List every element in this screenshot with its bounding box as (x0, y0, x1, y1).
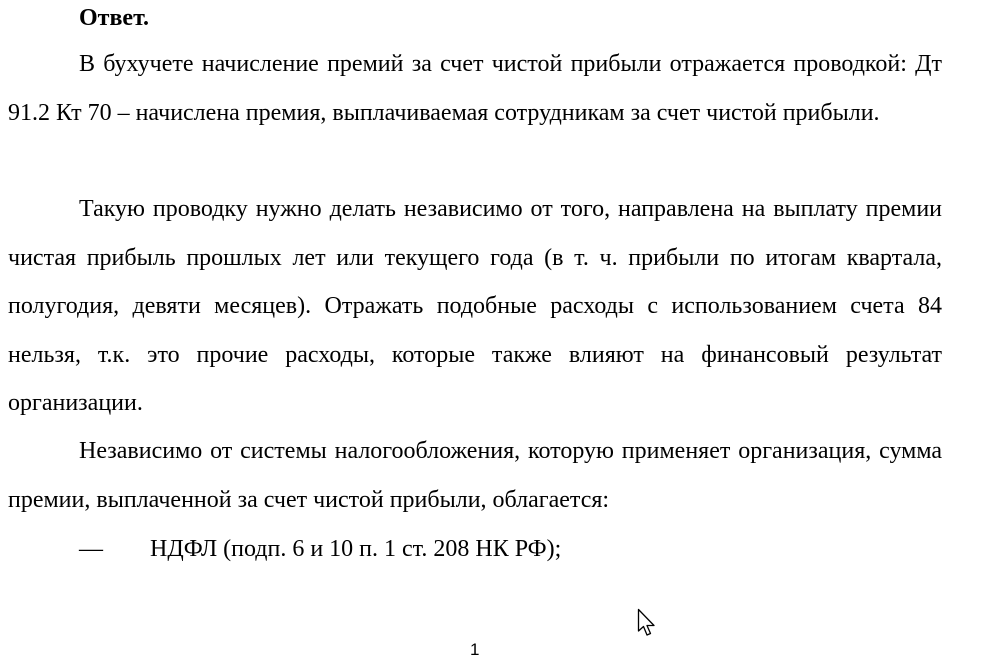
list-marker: — (79, 536, 103, 562)
answer-heading: Ответ. (79, 5, 150, 31)
mouse-pointer-icon (637, 608, 657, 638)
paragraph-entry-conditions: Такую проводку нужно делать независимо от того, направлена на выплату премии чистая прибыль прошлых лет или текущего года (в т. ч. прибыли по итогам квартала, полугодия, девяти месяцев). Отражать подобные расходы с использованием счета 84 нельзя, т.к. это прочие расходы, которые также влияют на финансовый результат организации. (8, 196, 942, 416)
paragraph-taxation: Независимо от системы налогообложения, которую применяет организация, сумма премии, выплаченной за счет чистой прибыли, облагается: (8, 438, 942, 513)
list-item (79, 525, 561, 574)
list-item-text: НДФЛ (подп. 6 и 10 п. 1 ст. 208 НК РФ); (150, 536, 562, 562)
page-number: 1 (470, 640, 480, 659)
paragraph-accounting-entry: В бухучете начисление премий за счет чистой прибыли отражается проводкой: Дт 91.2 Кт 70 – начислена премия, выплачиваемая сотрудникам за счет чистой прибыли. (8, 51, 942, 126)
